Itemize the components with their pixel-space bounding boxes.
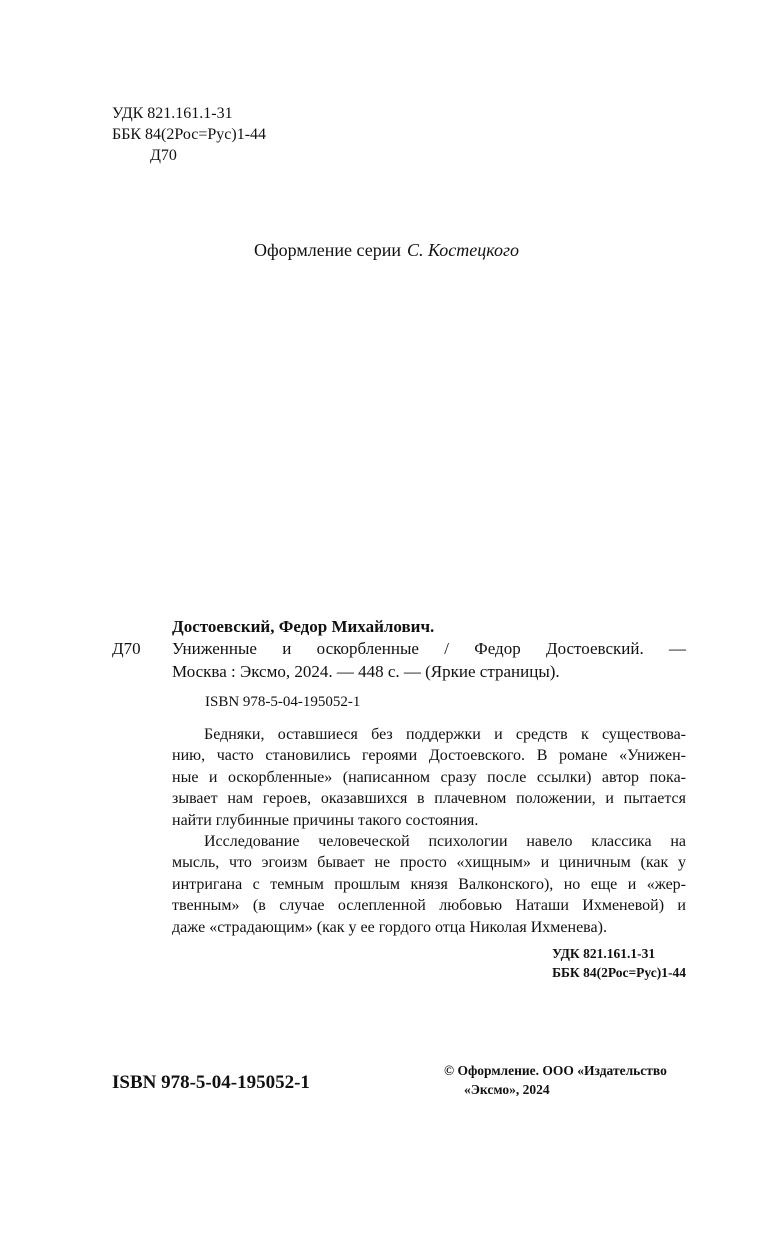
annotation-line: твенным» (в случае ослепленной любовью Наташи Ихменевой) и: [172, 897, 686, 915]
author-mark-left: Д70: [112, 639, 141, 658]
classification-block-top: [112, 103, 266, 166]
bbk-code: ББК 84(2Рос=Рус)1-44: [552, 965, 686, 980]
annotation-line: Бедняки, оставшиеся без поддержки и средств к существова-: [204, 726, 686, 743]
bibliographic-description: [172, 637, 686, 683]
isbn-record: ISBN 978-5-04-195052-1: [205, 694, 361, 710]
annotation-line: ные и оскорбленные» (написанном сразу после ссылки) автор пока-: [172, 768, 686, 786]
annotation-line: даже «страдающим» (как у ее гордого отца Николая Ихменева).: [172, 918, 607, 936]
annotation: [172, 724, 686, 938]
annotation-line: найти глубинные причины такого состояния.: [172, 811, 479, 829]
series-designer: С. Костецкого: [406, 240, 519, 260]
copyright-notice: [444, 1061, 667, 1099]
series-design-credit: [254, 240, 519, 261]
annotation-line: нию, часто становились героями Достоевского. В романе «Унижен-: [172, 747, 686, 765]
description-line: Москва : Эксмо, 2024. — 448 с. — (Яркие страницы).: [172, 662, 560, 681]
copyright-line: © Оформление. ООО «Издательство: [444, 1063, 667, 1078]
copyright-line: «Эксмо», 2024: [464, 1082, 550, 1097]
description-line: Униженные и оскорбленные / Федор Достоевский. —: [172, 639, 686, 658]
annotation-line: интригана с темным прошлым князя Валконского), но еще и «жер-: [172, 875, 686, 893]
isbn-footer: ISBN 978-5-04-195052-1: [112, 1072, 310, 1093]
udk-code: УДК 821.161.1-31: [112, 105, 233, 122]
series-design-label: Оформление серии: [254, 240, 401, 260]
bbk-code: ББК 84(2Рос=Рус)1-44: [112, 126, 267, 143]
annotation-line: Исследование человеческой психологии навело классика на: [204, 833, 686, 851]
udk-code: УДК 821.161.1-31: [552, 946, 656, 961]
annotation-line: мысль, что эгоизм бывает не просто «хищным» и циничным (как у: [172, 854, 686, 872]
author-heading: Достоевский, Федор Михайлович.: [172, 617, 435, 636]
author-mark: Д70: [150, 147, 177, 164]
annotation-line: зывает нам героев, оказавшихся в плачевном положении, и пытается: [172, 790, 686, 808]
classification-block-bottom: [552, 944, 686, 982]
